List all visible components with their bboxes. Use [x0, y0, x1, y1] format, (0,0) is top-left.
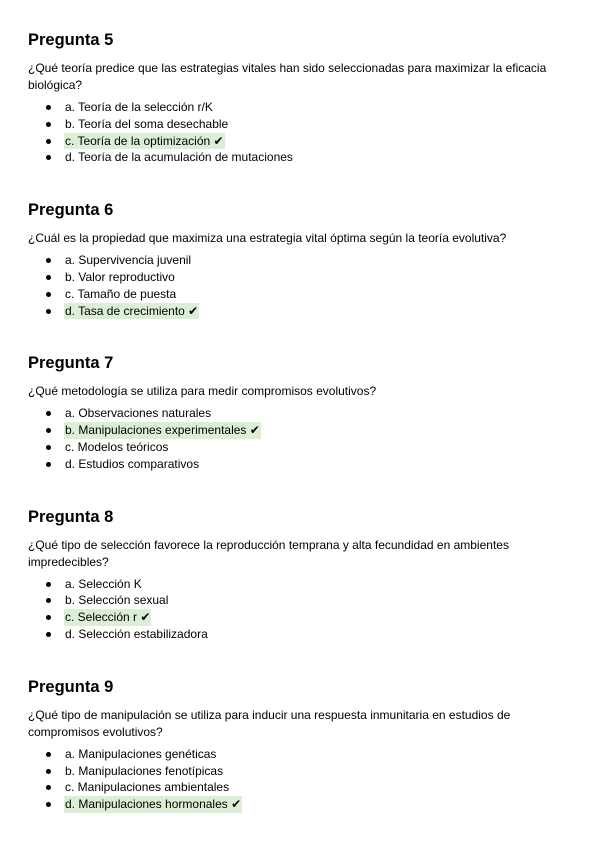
answer-option	[44, 763, 578, 780]
answer-option	[44, 99, 578, 116]
answer-option-label: c. Manipulaciones ambientales	[65, 780, 230, 795]
question-text: ¿Qué teoría predice que las estrategias vitales han sido seleccionadas para maximizar la eficacia biológica?	[28, 61, 547, 92]
option-list	[28, 746, 578, 813]
question-block-5	[28, 677, 578, 813]
answer-option-label: b. Valor reproductivo	[65, 269, 175, 284]
question-text: ¿Cuál es la propiedad que maximiza una estrategia vital óptima según la teoría evolutiva?	[28, 231, 507, 246]
answer-option-correct	[44, 609, 578, 626]
answer-option	[44, 252, 578, 269]
answer-option	[44, 592, 578, 609]
question-block-2	[28, 200, 578, 319]
bullet-icon	[46, 428, 51, 433]
question-title: Pregunta 8	[28, 507, 114, 526]
bullet-icon	[46, 462, 51, 467]
option-list	[28, 405, 578, 472]
answer-option-correct	[44, 422, 578, 439]
answer-option	[44, 456, 578, 473]
bullet-icon	[46, 139, 51, 144]
answer-option-label: a. Observaciones naturales	[65, 406, 212, 421]
bullet-icon	[46, 411, 51, 416]
bullet-icon	[46, 309, 51, 314]
question-title: Pregunta 7	[28, 354, 114, 373]
answer-option-correct	[44, 796, 578, 813]
answer-option	[44, 576, 578, 593]
answer-option-label: b. Teoría del soma desechable	[65, 116, 229, 131]
bullet-icon	[46, 615, 51, 620]
bullet-icon	[46, 105, 51, 110]
option-list	[28, 99, 578, 166]
bullet-icon	[46, 802, 51, 807]
answer-option-label: c. Tamaño de puesta	[65, 286, 177, 301]
bullet-icon	[46, 598, 51, 603]
answer-option-label: a. Manipulaciones genéticas	[65, 746, 217, 761]
question-block-1	[28, 30, 578, 166]
bullet-icon	[46, 258, 51, 263]
question-text: ¿Qué tipo de manipulación se utiliza para inducir una respuesta inmunitaria en estudios de compromisos evolutivos?	[28, 707, 511, 739]
option-list	[28, 576, 578, 643]
answer-option	[44, 149, 578, 166]
question-title: Pregunta 6	[28, 201, 114, 220]
bullet-icon	[46, 155, 51, 160]
answer-option	[44, 116, 578, 133]
answer-option	[44, 439, 578, 456]
answer-option-label: c. Teoría de la optimización ✔	[65, 133, 224, 148]
quiz-document	[28, 30, 578, 847]
bullet-icon	[46, 275, 51, 280]
bullet-icon	[46, 752, 51, 757]
option-list	[28, 252, 578, 319]
answer-option	[44, 286, 578, 303]
answer-option-label: a. Teoría de la selección r/K	[65, 100, 213, 114]
answer-option	[44, 269, 578, 286]
question-text: ¿Qué tipo de selección favorece la reproducción temprana y alta fecundidad en ambientes impredecibles?	[28, 537, 509, 569]
answer-option-label: b. Manipulaciones experimentales ✔	[65, 423, 260, 438]
answer-option-label: b. Manipulaciones fenotípicas	[65, 763, 224, 778]
bullet-icon	[46, 632, 51, 637]
answer-option-label: c. Selección r ✔	[65, 610, 151, 625]
answer-option-label: a. Supervivencia juvenil	[65, 253, 192, 268]
bullet-icon	[46, 445, 51, 450]
answer-option-label: d. Estudios comparativos	[65, 456, 200, 471]
answer-option-label: a. Selección K	[65, 576, 142, 591]
bullet-icon	[46, 785, 51, 790]
question-block-4	[28, 507, 578, 643]
bullet-icon	[46, 122, 51, 127]
bullet-icon	[46, 769, 51, 774]
question-title: Pregunta 9	[28, 677, 114, 696]
answer-option-correct	[44, 303, 578, 320]
question-text: ¿Qué metodología se utiliza para medir compromisos evolutivos?	[28, 384, 377, 399]
answer-option-label: d. Manipulaciones hormonales ✔	[65, 797, 242, 812]
answer-option-label: d. Teoría de la acumulación de mutaciones	[65, 150, 293, 165]
answer-option-label: d. Tasa de crecimiento ✔	[65, 303, 199, 318]
bullet-icon	[46, 582, 51, 587]
answer-option	[44, 405, 578, 422]
answer-option	[44, 626, 578, 643]
question-block-3	[28, 353, 578, 472]
answer-option-label: c. Modelos teóricos	[65, 439, 169, 454]
answer-option	[44, 746, 578, 763]
answer-option	[44, 779, 578, 796]
answer-option-label: b. Selección sexual	[65, 593, 169, 608]
bullet-icon	[46, 292, 51, 297]
answer-option-correct	[44, 133, 578, 150]
question-title: Pregunta 5	[28, 31, 114, 49]
answer-option-label: d. Selección estabilizadora	[65, 626, 208, 641]
